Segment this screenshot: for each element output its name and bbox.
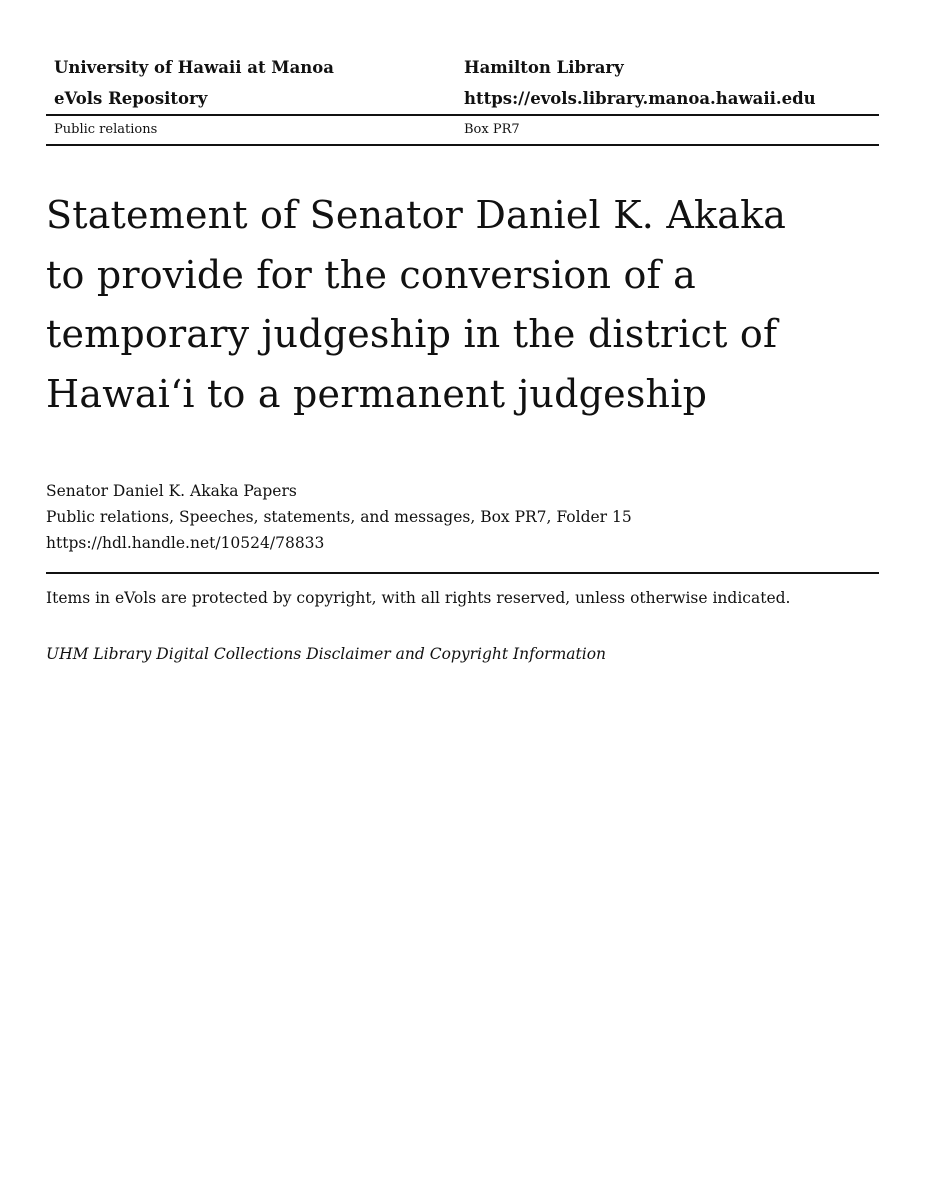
title-line: temporary judgeship in the district of [46, 312, 778, 356]
repository-name: eVols Repository [54, 89, 208, 108]
header-subrow [46, 116, 879, 144]
handle-link[interactable]: https://hdl.handle.net/10524/78833 [46, 534, 325, 552]
folder-location: Public relations, Speeches, statements, and messages, Box PR7, Folder 15 [46, 508, 632, 526]
rights-statement: Items in eVols are protected by copyright, with all rights reserved, unless otherwise indicated. [46, 589, 791, 607]
repository-url[interactable]: https://evols.library.manoa.hawaii.edu [464, 89, 816, 108]
box-label: Box PR7 [464, 122, 520, 137]
title-line: Statement of Senator Daniel K. Akaka [46, 193, 787, 237]
header-row-2 [46, 83, 879, 114]
institution-name: University of Hawaii at Manoa [54, 58, 334, 77]
footer-divider [46, 572, 879, 574]
library-name: Hamilton Library [464, 58, 624, 77]
title-line: to provide for the conversion of a [46, 252, 696, 297]
document-metadata [46, 478, 879, 556]
collection-section: Public relations [54, 122, 158, 137]
document-title [46, 186, 806, 424]
header-divider-bottom [46, 144, 879, 146]
disclaimer-link[interactable]: UHM Library Digital Collections Disclaimer and Copyright Information [46, 645, 607, 663]
header-row-1 [46, 52, 879, 83]
header [46, 52, 879, 146]
title-line: Hawai‘i to a permanent judgeship [46, 371, 708, 416]
collection-name: Senator Daniel K. Akaka Papers [46, 482, 297, 500]
